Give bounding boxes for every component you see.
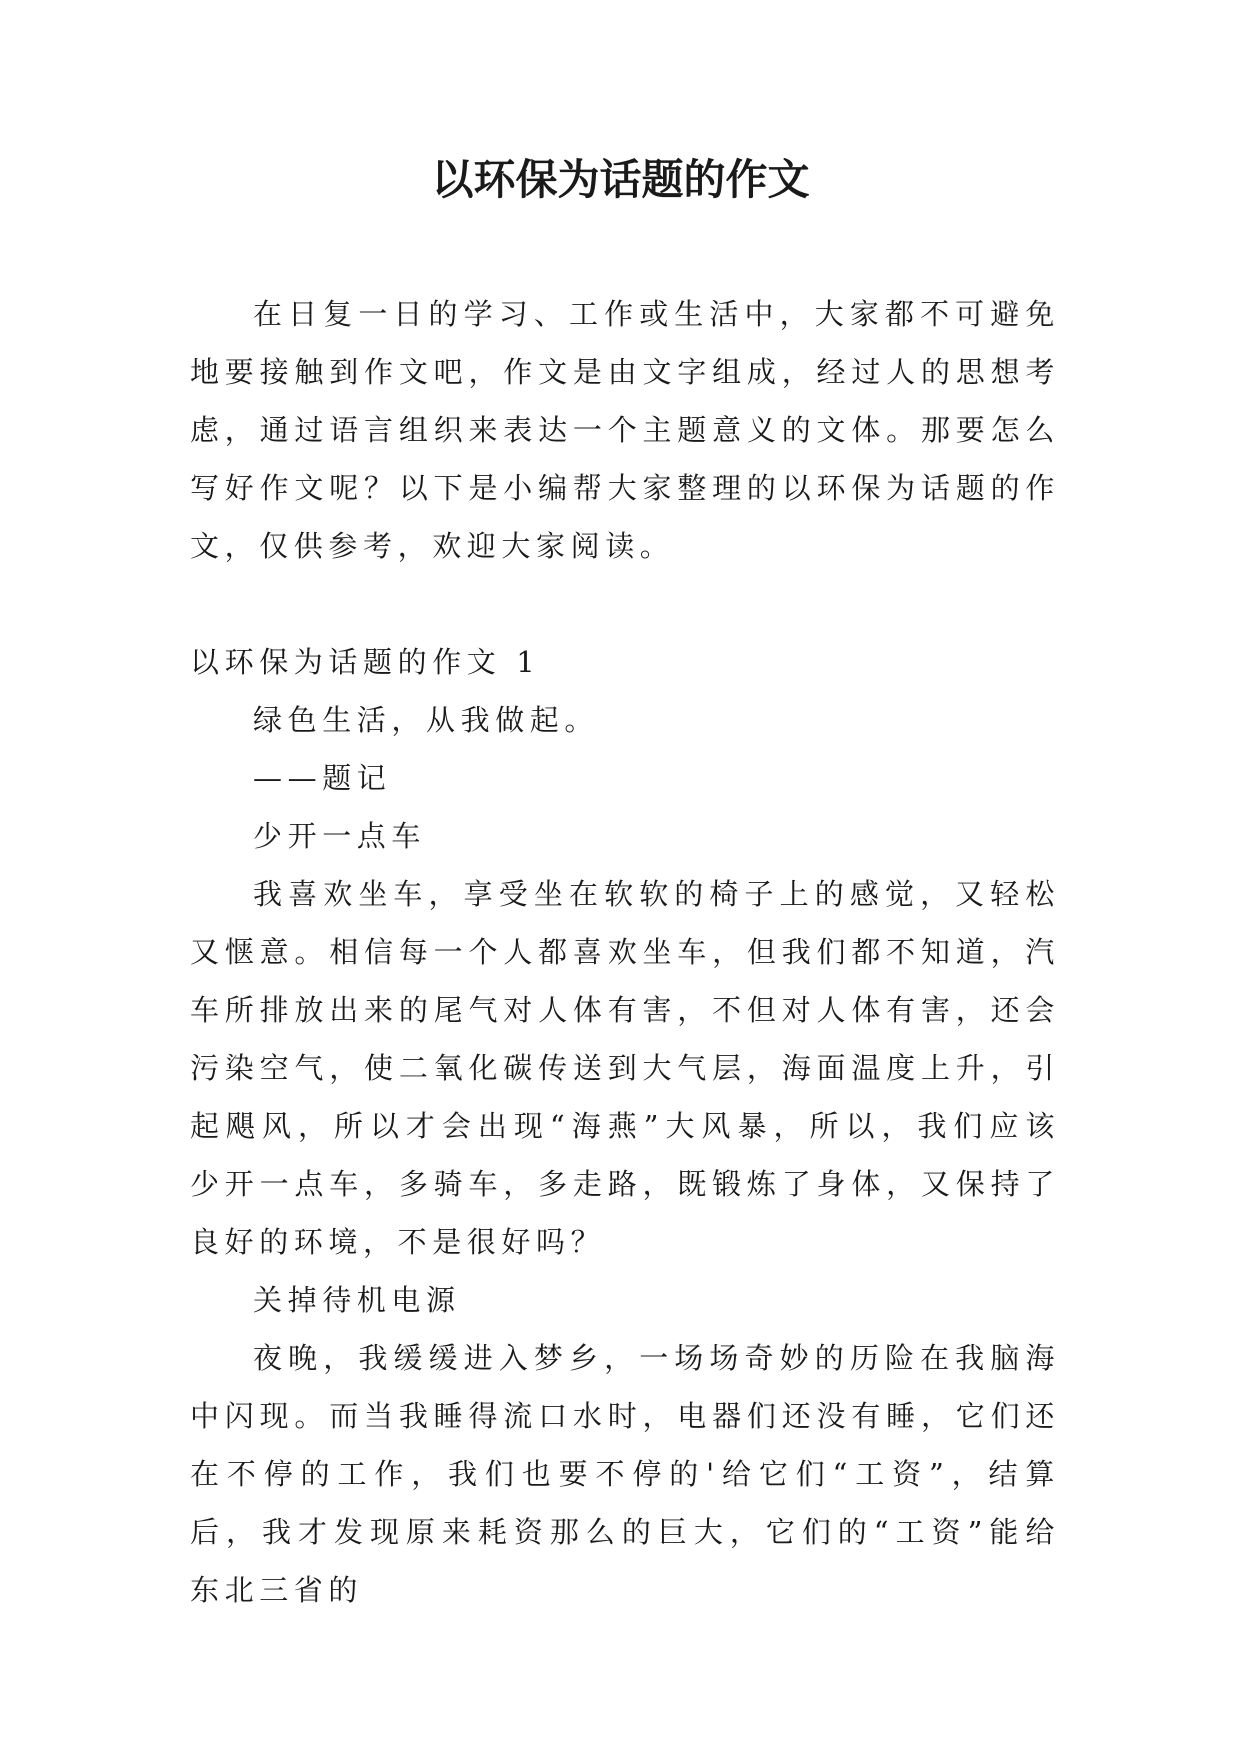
essay-heading: 以环保为话题的作文 1 xyxy=(190,645,541,679)
intro-paragraph: 在日复一日的学习、工作或生活中，大家都不可避免地要接触到作文吧，作文是由文字组成，经过人的思想考虑，通过语言组织来表达一个主题意义的文体。那要怎么写好作文呢？以下是小编帮大家整理的以环保为话题的作文，仅供参考，欢迎大家阅读。 xyxy=(190,297,1060,563)
section-paragraph-drive-less: 我喜欢坐车，享受坐在软软的椅子上的感觉，又轻松又惬意。相信每一个人都喜欢坐车，但我们都不知道，汽车所排放出来的尾气对人体有害，不但对人体有害，还会污染空气，使二氧化碳传送到大气层，海面温度上升，引起飓风，所以才会出现“海燕”大风暴，所以，我们应该少开一点车，多骑车，多走路，既锻炼了身体，又保持了良好的环境，不是很好吗？ xyxy=(190,877,1060,1259)
section-heading-drive-less: 少开一点车 xyxy=(253,819,427,853)
document-title: 以环保为话题的作文 xyxy=(431,155,810,204)
motto-attribution: ——题记 xyxy=(253,761,392,795)
section-paragraph-standby-power: 夜晚，我缓缓进入梦乡，一场场奇妙的历险在我脑海中闪现。而当我睡得流口水时，电器们还没有睡，它们还在不停的工作，我们也要不停的'给它们“工资”，结算后，我才发现原来耗资那么的巨大，它们的“工资”能给东北三省的 xyxy=(190,1341,1060,1607)
motto-line: 绿色生活，从我做起。 xyxy=(253,703,600,737)
document-body xyxy=(190,285,1060,1619)
section-heading-standby-power: 关掉待机电源 xyxy=(253,1283,461,1317)
paragraph-spacer xyxy=(190,575,1060,633)
